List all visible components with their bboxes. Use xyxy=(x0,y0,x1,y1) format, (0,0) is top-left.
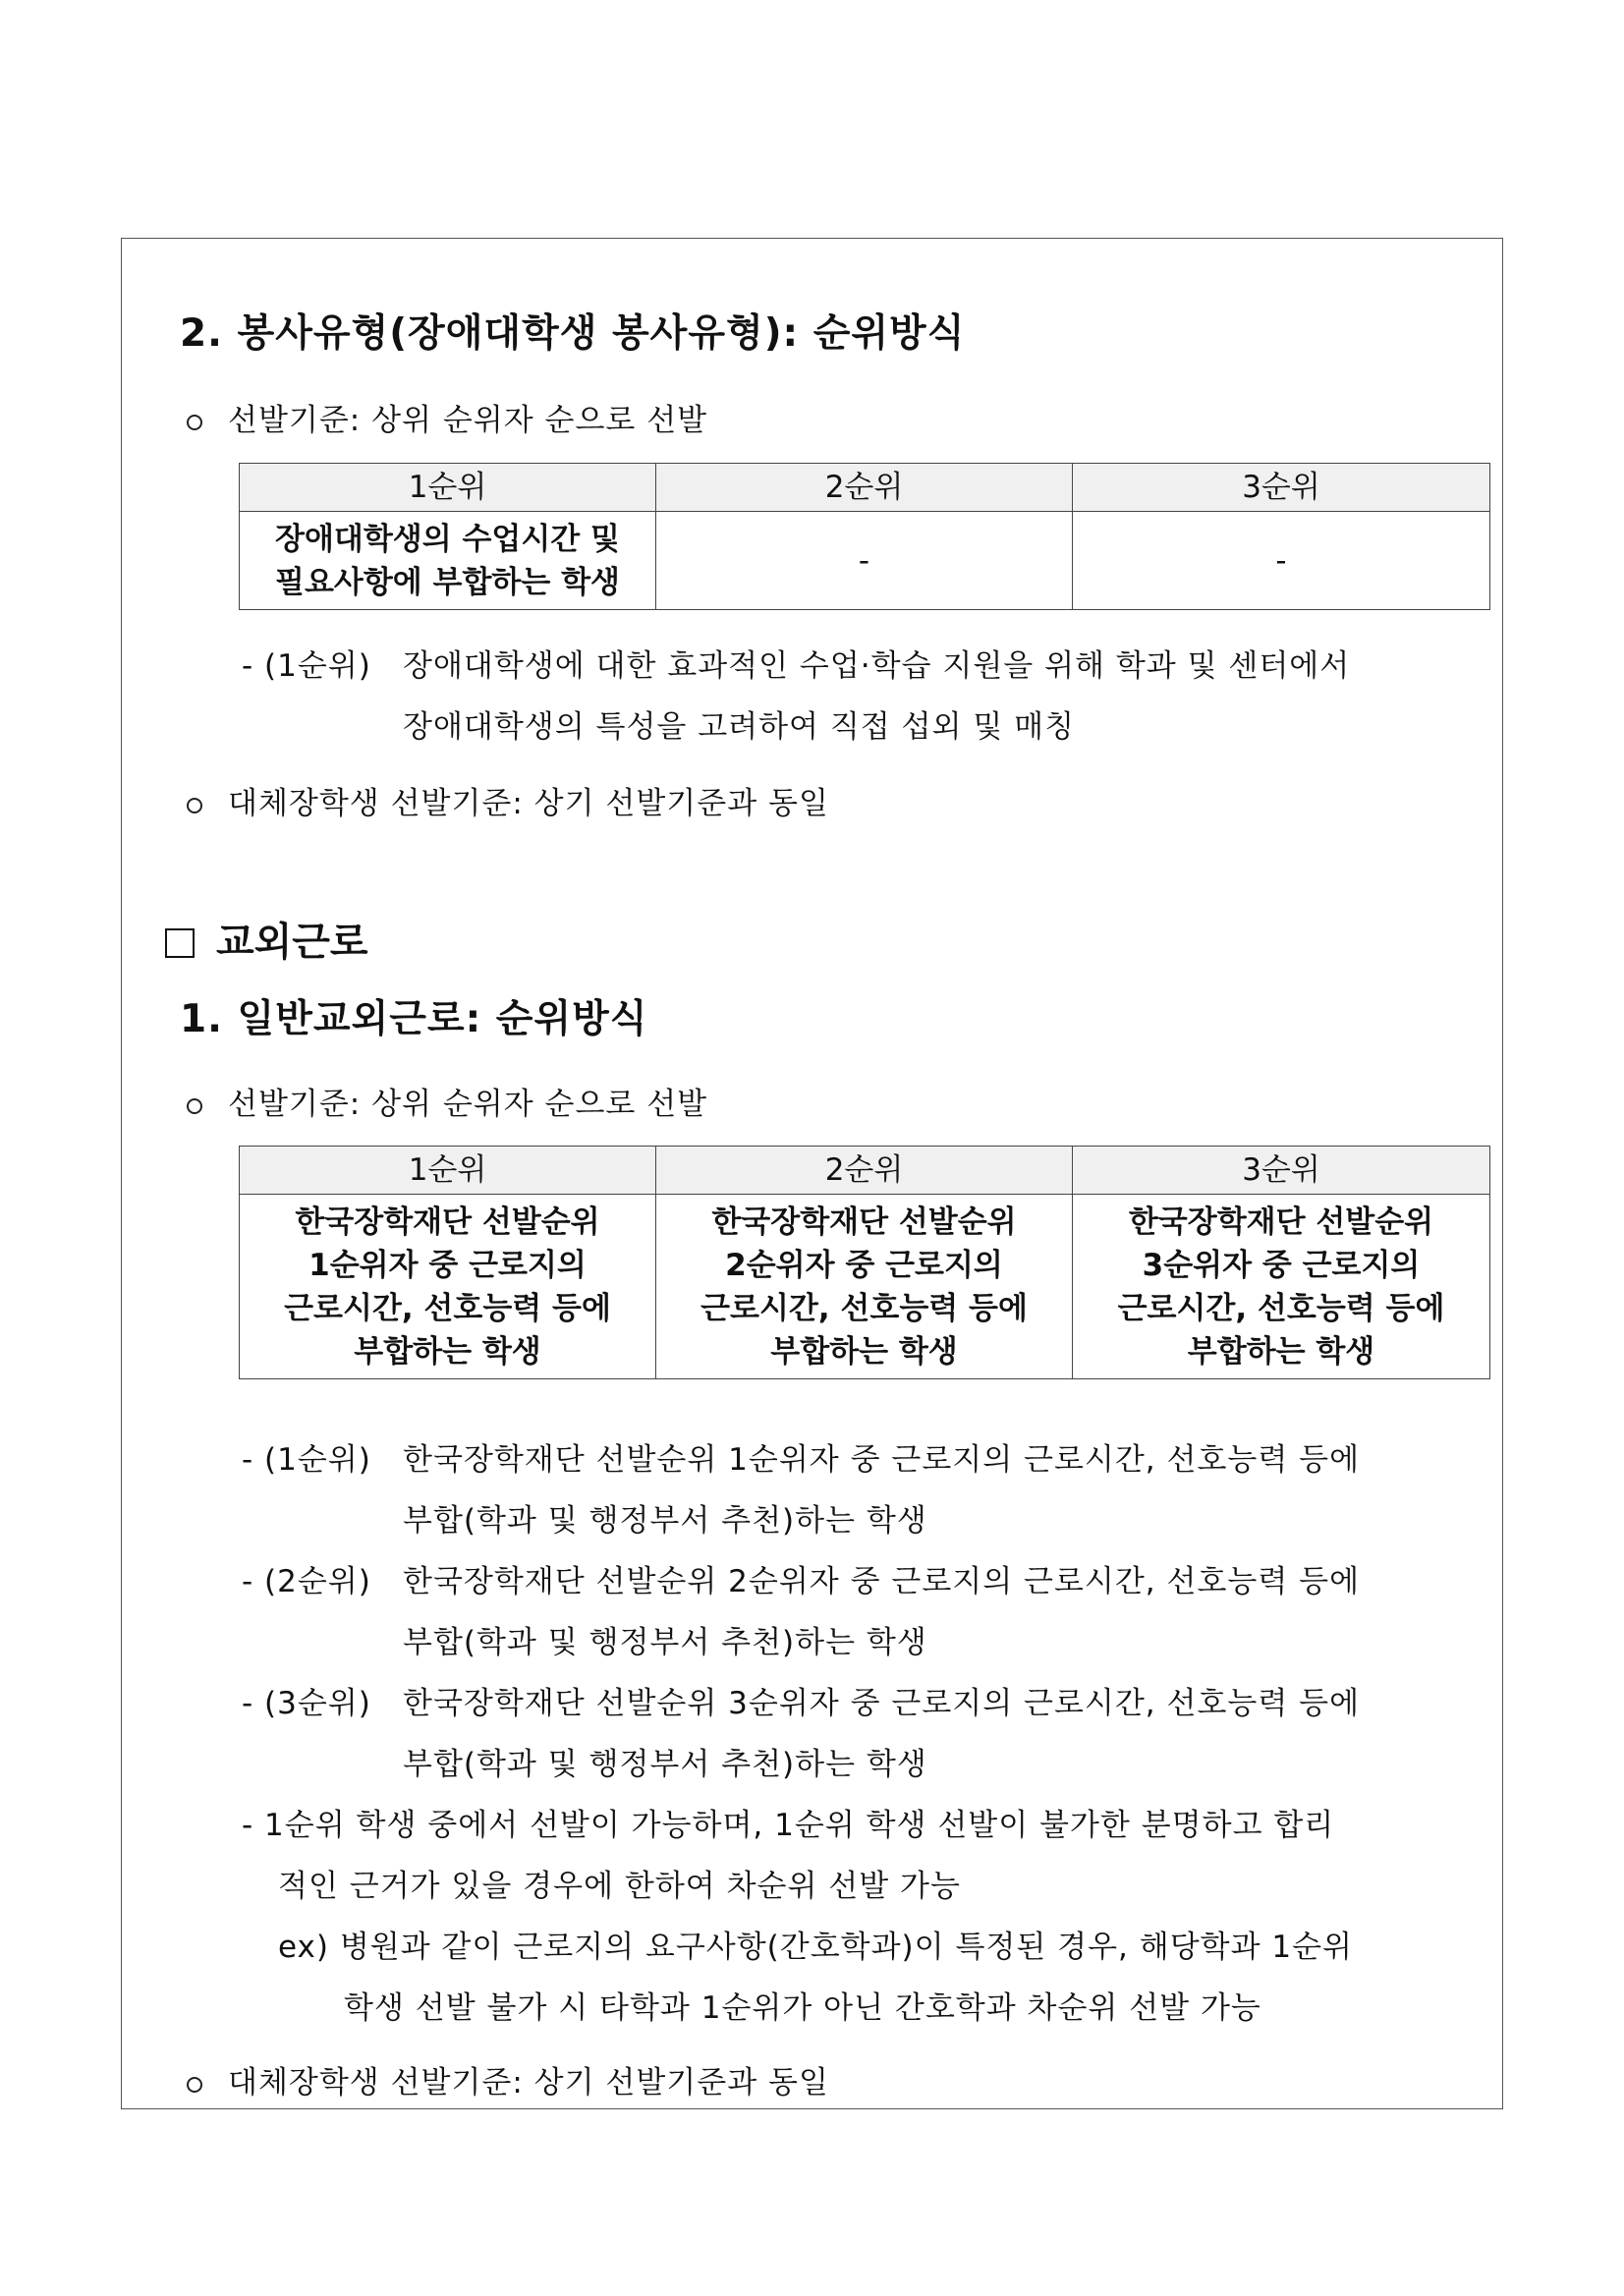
s1-cell-1-line-3: 근로시간, 선호능력 등에 xyxy=(284,1290,611,1326)
s1-example-line-2: 학생 선발 불가 시 타학과 1순위가 아닌 간호학과 차순위 선발 가능 xyxy=(344,1990,1261,2026)
s2-note-line-2: 장애대학생의 특성을 고려하여 직접 섭외 및 매칭 xyxy=(403,709,1076,745)
s1-cell-2-line-1: 한국장학재단 선발순위 xyxy=(711,1204,1017,1240)
s2-note-line-1: 장애대학생에 대한 효과적인 수업·학습 지원을 위해 학과 및 센터에서 xyxy=(403,648,1351,684)
s1-extra-line-1: - 1순위 학생 중에서 선발이 가능하며, 1순위 학생 선발이 불가한 분명하고 합리 xyxy=(242,1808,1335,1843)
s1-note-1-line-1: 한국장학재단 선발순위 1순위자 중 근로지의 근로시간, 선호능력 등에 xyxy=(403,1442,1361,1478)
s1-cell-3-line-4: 부합하는 학생 xyxy=(1187,1333,1375,1370)
s2-alt-text: 대체장학생 선발기준: 상기 선발기준과 동일 xyxy=(228,786,829,821)
s1-header-3: 3순위 xyxy=(1073,1147,1490,1195)
s1-cell-1 xyxy=(240,1195,656,1379)
circle-bullet-icon xyxy=(187,2077,202,2093)
s2-criteria xyxy=(187,395,707,439)
s1-note-2-label: - (2순위) xyxy=(242,1564,371,1599)
s1-table-row xyxy=(240,1195,1490,1379)
s2-header-1: 1순위 xyxy=(240,464,656,512)
s1-cell-1-line-2: 1순위자 중 근로지의 xyxy=(308,1247,587,1283)
s2-criteria-text: 선발기준: 상위 순위자 순으로 선발 xyxy=(228,403,708,438)
s1-cell-1-line-4: 부합하는 학생 xyxy=(354,1333,541,1370)
heading-text: 교외근로 xyxy=(216,920,368,965)
s1-cell-3-line-1: 한국장학재단 선발순위 xyxy=(1128,1204,1434,1240)
s1-note-2-line-2: 부합(학과 및 행정부서 추천)하는 학생 xyxy=(403,1625,927,1660)
s1-cell-2 xyxy=(656,1195,1073,1379)
s1-header-2: 2순위 xyxy=(656,1147,1073,1195)
s2-cell-3: - xyxy=(1073,512,1490,610)
s1-cell-3-line-2: 3순위자 중 근로지의 xyxy=(1142,1247,1421,1283)
s1-note-2-line-1: 한국장학재단 선발순위 2순위자 중 근로지의 근로시간, 선호능력 등에 xyxy=(403,1564,1361,1599)
s1-table xyxy=(239,1146,1490,1379)
heading-off-campus-work xyxy=(165,911,368,967)
s1-extra-line-2: 적인 근거가 있을 경우에 한하여 차순위 선발 가능 xyxy=(278,1869,961,1904)
s1-cell-2-line-4: 부합하는 학생 xyxy=(770,1333,958,1370)
s2-alt-criteria xyxy=(187,778,829,822)
s1-cell-3-line-3: 근로시간, 선호능력 등에 xyxy=(1117,1290,1445,1326)
s1-cell-3 xyxy=(1073,1195,1490,1379)
section-1-title: 1. 일반교외근로: 순위방식 xyxy=(180,997,648,1041)
s1-note-1-line-2: 부합(학과 및 행정부서 추천)하는 학생 xyxy=(403,1503,927,1539)
s1-header-1: 1순위 xyxy=(240,1147,656,1195)
s1-note-3-label: - (3순위) xyxy=(242,1686,371,1721)
s2-cell-1-line-2: 필요사항에 부합하는 학생 xyxy=(275,564,620,600)
s2-table-header-row xyxy=(240,464,1490,512)
s1-cell-2-line-2: 2순위자 중 근로지의 xyxy=(725,1247,1003,1283)
square-box-icon xyxy=(165,928,195,958)
s1-cell-1-line-1: 한국장학재단 선발순위 xyxy=(295,1204,600,1240)
s1-criteria xyxy=(187,1079,707,1123)
s2-cell-1 xyxy=(240,512,656,610)
s2-table xyxy=(239,463,1490,610)
s2-header-3: 3순위 xyxy=(1073,464,1490,512)
s2-header-2: 2순위 xyxy=(656,464,1073,512)
section-2-title: 2. 봉사유형(장애대학생 봉사유형): 순위방식 xyxy=(180,311,966,356)
s2-table-row xyxy=(240,512,1490,610)
s1-example-line-1: ex) 병원과 같이 근로지의 요구사항(간호학과)이 특정된 경우, 해당학과 1순위 xyxy=(278,1930,1353,1965)
s1-criteria-text: 선발기준: 상위 순위자 순으로 선발 xyxy=(228,1087,708,1122)
circle-bullet-icon xyxy=(187,415,202,430)
s1-cell-2-line-3: 근로시간, 선호능력 등에 xyxy=(700,1290,1028,1326)
s2-cell-2: - xyxy=(656,512,1073,610)
s1-alt-criteria xyxy=(187,2057,829,2101)
s1-note-1-label: - (1순위) xyxy=(242,1442,371,1478)
s2-note-label: - (1순위) xyxy=(242,648,371,684)
s1-alt-text: 대체장학생 선발기준: 상기 선발기준과 동일 xyxy=(228,2065,829,2100)
circle-bullet-icon xyxy=(187,798,202,813)
s2-cell-1-line-1: 장애대학생의 수업시간 및 xyxy=(275,521,620,557)
s1-table-header-row xyxy=(240,1147,1490,1195)
s1-note-3-line-2: 부합(학과 및 행정부서 추천)하는 학생 xyxy=(403,1747,927,1782)
circle-bullet-icon xyxy=(187,1098,202,1114)
s1-note-3-line-1: 한국장학재단 선발순위 3순위자 중 근로지의 근로시간, 선호능력 등에 xyxy=(403,1686,1361,1721)
